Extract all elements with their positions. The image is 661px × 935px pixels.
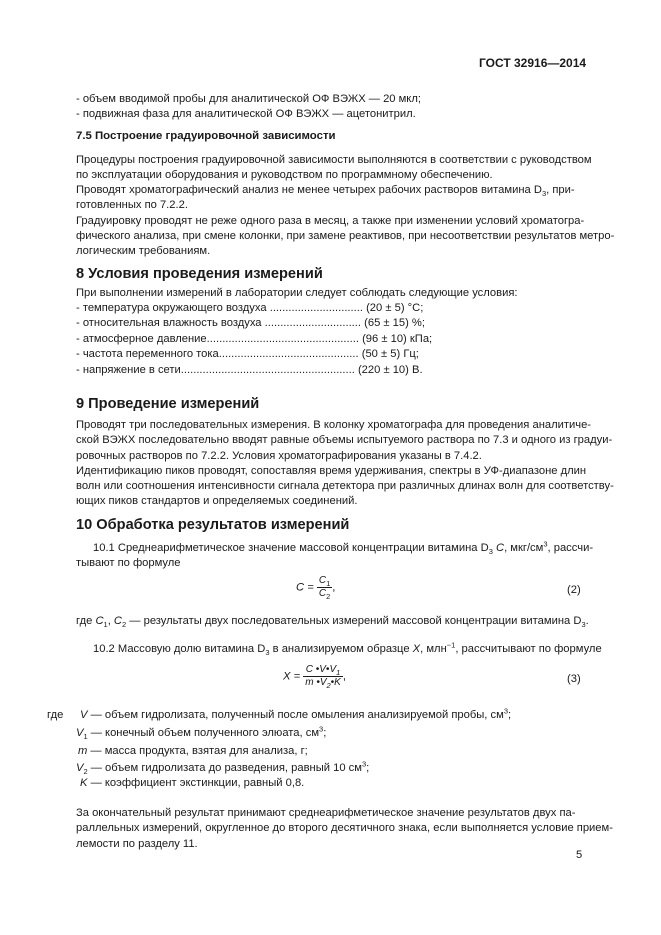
list-item: - объем вводимой пробы для аналитической ОФ ВЭЖХ — 20 мкл; — [76, 93, 421, 105]
paragraph-line: готовленных по 7.2.2. — [76, 199, 188, 211]
formula-3: X = $\frac{С •V•V_1}{m •V_2•K}$ , — [283, 664, 346, 690]
paragraph-line: Проводят три последовательных измерения. В колонку хроматографа для проведения аналитиче- — [76, 419, 592, 431]
formula-3-number: (3) — [567, 673, 581, 685]
paragraph-line: лемости по разделу 11. — [76, 838, 198, 850]
paragraph-line: раллельных измерений, округленное до второго десятичного знака, если выполняется условие прием- — [76, 822, 613, 834]
condition-row: - температура окружающего воздуха .............................. (20 ± 5) °С; — [76, 302, 424, 314]
paragraph-line: Процедуры построения градуировочной зависимости выполняются в соответствии с руководством — [76, 154, 592, 166]
formula-2-number: (2) — [567, 584, 581, 596]
legend-item: $V_2$ — объем гидролизата до разведения, равный 10 $см^3$; — [76, 759, 370, 777]
paragraph-line: логическим требованиям. — [76, 245, 211, 257]
paragraph-line: При выполнении измерений в лаборатории следует соблюдать следующие условия: — [76, 287, 518, 299]
paragraph-line: Идентификацию пиков проводят, сопоставляя время удерживания, спектры в УФ-диапазоне длин — [76, 465, 587, 477]
condition-row: - напряжение в сети........................................................ (220 ± 10) В. — [76, 364, 423, 376]
paragraph-line: тывают по формуле — [76, 557, 181, 569]
condition-row: - частота переменного тока............................................. (50 ± 5) Гц; — [76, 348, 419, 360]
legend-item: V — объем гидролизата, полученный после омыления анализируемой пробы, $см^3$; — [80, 706, 512, 721]
formula-3-fraction: $\frac{С •V•V_1}{m •V_2•K}$ — [305, 664, 341, 690]
legend-item: K — коэффициент экстинкции, равный 0,8. — [80, 777, 305, 789]
paragraph-line: Проводят хроматографический анализ не менее четырех рабочих растворов витамина $D_3$, при- — [76, 184, 575, 199]
paragraph-line: Градуировку проводят не реже одного раза в месяц, а также при изменении условий хроматогра- — [76, 215, 585, 227]
paragraph-line: 10.1 Среднеарифметическое значение массовой концентрации витамина $D_3$ С, мкг/$см^3$, рассчи- — [93, 539, 594, 557]
document-header: ГОСТ 32916—2014 — [479, 56, 587, 70]
formula-2-legend: где $С_1$, $С_2$ — результаты двух последовательных измерений массовой концентрации витамина $D_3$. — [76, 615, 589, 630]
section-7-5-title: 7.5 Построение градуировочной зависимости — [76, 130, 336, 142]
legend-item: m — масса продукта, взятая для анализа, г; — [78, 745, 308, 757]
paragraph-line: За окончательный результат принимают среднеарифметическое значение результатов двух па- — [76, 807, 576, 819]
paragraph-line: волн или соотношения интенсивности сигнала детектора при различных длинах волн для соответству- — [76, 480, 614, 492]
condition-row: - атмосферное давление................................................. (96 ± 10) кПа; — [76, 333, 433, 345]
paragraph-line: фического анализа, при смене колонки, при замене реактивов, при несоответствии результатов метро- — [76, 230, 615, 242]
legend-lead: где — [47, 709, 64, 721]
formula-2-fraction: $\frac{С_1}{С_2}$ — [318, 575, 331, 601]
page-number: 5 — [576, 849, 583, 861]
paragraph-line: 10.2 Массовую долю витамина $D_3$ в анализируемом образце X, млн$^{-1}$, рассчитывают по формуле — [93, 640, 602, 658]
condition-row: - относительная влажность воздуха ............................... (65 ± 15) %; — [76, 317, 425, 329]
section-9-title: 9 Проведение измерений — [76, 396, 260, 412]
paragraph-line: ющих пиков стандартов и определяемых соединений. — [76, 495, 358, 507]
section-10-title: 10 Обработка результатов измерений — [76, 517, 350, 533]
section-8-title: 8 Условия проведения измерений — [76, 266, 323, 282]
list-item: - подвижная фаза для аналитической ОФ ВЭЖХ — ацетонитрил. — [76, 108, 416, 120]
paragraph-line: ровочных растворов по 7.2.2. Условия хроматографирования указаны в 7.4.2. — [76, 450, 482, 462]
paragraph-line: по эксплуатации оборудования и руководством по программному обеспечению. — [76, 169, 493, 181]
paragraph-line: ской ВЭЖХ последовательно вводят равные объемы испытуемого раствора по 7.3 и одного из градуи- — [76, 434, 613, 446]
formula-2: С = $\frac{С_1}{С_2}$ , — [296, 575, 336, 601]
legend-item: $V_1$ — конечный объем полученного элюата, $см^3$; — [76, 724, 327, 742]
